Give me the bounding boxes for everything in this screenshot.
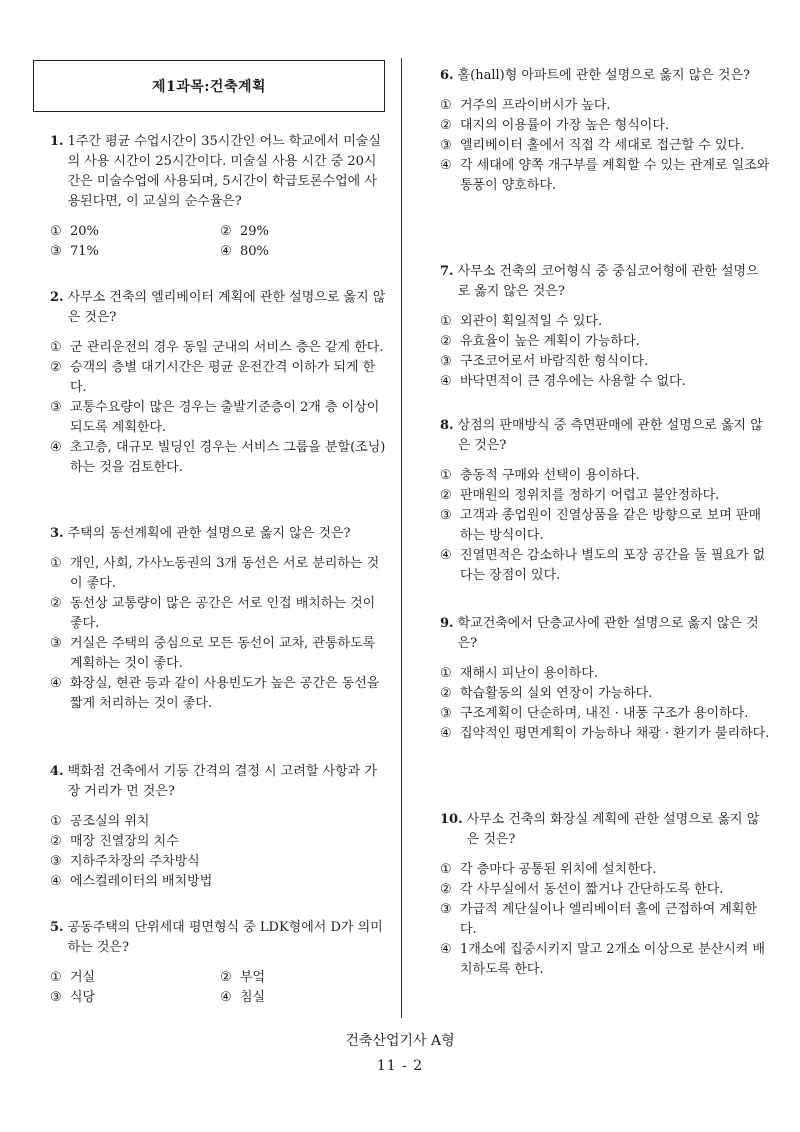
subject-title: 제1과목:건축계획: [151, 79, 267, 95]
question-text: 상점의 판매방식 중 측면판매에 관한 설명으로 옳지 않은 것은?: [457, 418, 763, 453]
option-3[interactable]: ③ 구조계획이 단순하며, 내진 · 내풍 구조가 용이하다.: [440, 706, 749, 721]
question-number: 7.: [440, 264, 454, 279]
option-3[interactable]: ③ 엘리베이터 홀에서 직접 각 세대로 접근할 수 있다.: [440, 138, 745, 153]
option-1[interactable]: ① 군 관리운전의 경우 동일 군내의 서비스 층은 같게 한다.: [50, 340, 384, 355]
option-4[interactable]: ④ 바닥면적이 큰 경우에는 사용할 수 없다.: [440, 374, 686, 389]
option-2[interactable]: ② 동선상 교통량이 많은 공간은 서로 인접 배치하는 것이 좋다.: [50, 596, 376, 631]
question-5: [50, 918, 388, 1008]
option-3[interactable]: ③ 지하주차장의 주차방식: [50, 854, 200, 869]
option-1[interactable]: ① 외관이 획일적일 수 있다.: [440, 314, 603, 329]
option-2[interactable]: ② 학습활동의 실외 연장이 가능하다.: [440, 686, 653, 701]
question-text: 사무소 건축의 코어형식 중 중심코어형에 관한 설명으로 옳지 않은 것은?: [457, 264, 759, 299]
option-2[interactable]: ② 각 사무실에서 동선이 짧거나 간단하도록 한다.: [440, 882, 724, 897]
question-number: 1.: [50, 134, 64, 149]
option-4[interactable]: ④ 침실: [220, 990, 266, 1005]
question-text: 백화점 건축에서 기둥 간격의 결정 시 고려할 사항과 가장 거리가 먼 것은?: [67, 764, 377, 799]
option-4[interactable]: ④ 1개소에 집중시키지 말고 2개소 이상으로 분산시켜 배치하도록 한다.: [440, 942, 766, 977]
option-1[interactable]: ① 충동적 구매와 선택이 용이하다.: [440, 468, 640, 483]
column-divider: [401, 58, 402, 1018]
option-4[interactable]: ④ 화장실, 현관 등과 같이 사용빈도가 높은 공간은 동선을 짧게 처리하는 것이 좋다.: [50, 676, 380, 711]
question-text: 공동주택의 단위세대 평면형식 중 LDK형에서 D가 의미하는 것은?: [67, 920, 383, 955]
footer-page-number: 11 - 2: [376, 1058, 424, 1074]
option-3[interactable]: ③ 구조코어로서 바람직한 형식이다.: [440, 354, 649, 369]
question-8: [440, 416, 770, 586]
option-3[interactable]: ③ 고객과 종업원이 진열상품을 같은 방향으로 보며 판매하는 방식이다.: [440, 508, 762, 543]
option-2[interactable]: ② 승객의 층별 대기시간은 평균 운전간격 이하가 되게 한다.: [50, 360, 376, 395]
question-text: 사무소 건축의 화장실 계획에 관한 설명으로 옳지 않은 것은?: [466, 812, 760, 847]
option-1[interactable]: ① 거주의 프라이버시가 높다.: [440, 98, 611, 113]
option-1[interactable]: ① 각 층마다 공통된 위치에 설치한다.: [440, 862, 657, 877]
option-3[interactable]: ③ 가급적 계단실이나 엘리베이터 홀에 근접하여 계획한다.: [440, 902, 757, 937]
option-1[interactable]: ① 재해시 피난이 용이하다.: [440, 666, 598, 681]
option-2[interactable]: ② 29%: [220, 224, 269, 239]
question-text: 사무소 건축의 엘리베이터 계획에 관한 설명으로 옳지 않은 것은?: [67, 290, 386, 325]
question-text: 홀(hall)형 아파트에 관한 설명으로 옳지 않은 것은?: [457, 68, 750, 83]
question-text: 주택의 동선계획에 관한 설명으로 옳지 않은 것은?: [67, 526, 351, 541]
question-number: 9.: [440, 616, 454, 631]
option-3[interactable]: ③ 거실은 주택의 중심으로 모든 동선이 교차, 관통하도록 계획하는 것이 좋다.: [50, 636, 376, 671]
option-3[interactable]: ③ 교통수요량이 많은 경우는 출발기준층이 2개 층 이상이 되도록 계획한다.: [50, 400, 380, 435]
option-1[interactable]: ① 개인, 사회, 가사노동권의 3개 동선은 서로 분리하는 것이 좋다.: [50, 556, 380, 591]
question-4: [50, 762, 388, 892]
question-number: 4.: [50, 764, 64, 779]
question-number: 10.: [440, 812, 463, 827]
option-2[interactable]: ② 부엌: [220, 970, 266, 985]
option-2[interactable]: ② 유효율이 높은 계획이 가능하다.: [440, 334, 640, 349]
question-number: 6.: [440, 68, 454, 83]
question-number: 2.: [50, 290, 64, 305]
footer-exam-title: 건축산업기사 A형: [345, 1033, 455, 1049]
option-1[interactable]: ① 공조실의 위치: [50, 814, 150, 829]
option-2[interactable]: ② 판매원의 정위치를 정하기 어렵고 불안정하다.: [440, 488, 720, 503]
question-number: 5.: [50, 920, 64, 935]
question-number: 8.: [440, 418, 454, 433]
question-10: [440, 810, 770, 980]
subject-title-box: [33, 60, 385, 112]
option-4[interactable]: ④ 진열면적은 감소하나 별도의 포장 공간을 둘 필요가 없다는 장점이 있다.: [440, 548, 766, 583]
option-1[interactable]: ① 20%: [50, 224, 99, 239]
question-number: 3.: [50, 526, 64, 541]
option-4[interactable]: ④ 80%: [220, 244, 269, 259]
question-3: [50, 524, 388, 714]
option-4[interactable]: ④ 에스컬레이터의 배치방법: [50, 874, 213, 889]
question-6: [440, 66, 770, 196]
question-7: [440, 262, 770, 392]
question-text: 1주간 평균 수업시간이 35시간인 어느 학교에서 미술실의 사용 시간이 25시간이다. 미술실 사용 시간 중 20시간은 미술수업에 사용되며, 5시간이 학급토론수업에 사용된다면, 이 교실의 순수율은?: [67, 134, 381, 209]
option-2[interactable]: ② 매장 진열장의 치수: [50, 834, 179, 849]
question-text: 학교건축에서 단층교사에 관한 설명으로 옳지 않은 것은?: [457, 616, 759, 651]
question-9: [440, 614, 770, 744]
option-4[interactable]: ④ 각 세대에 양쪽 개구부를 계획할 수 있는 관계로 일조와 통풍이 양호하다.: [440, 158, 770, 193]
question-2: [50, 288, 388, 478]
option-3[interactable]: ③ 식당: [50, 990, 96, 1005]
option-2[interactable]: ② 대지의 이용률이 가장 높은 형식이다.: [440, 118, 670, 133]
option-3[interactable]: ③ 71%: [50, 244, 99, 259]
question-1: [50, 132, 388, 262]
option-4[interactable]: ④ 집약적인 평면계획이 가능하나 채광 · 환기가 불리하다.: [440, 726, 770, 741]
option-1[interactable]: ① 거실: [50, 970, 96, 985]
option-4[interactable]: ④ 초고층, 대규모 빌딩인 경우는 서비스 그룹을 분할(조닝)하는 것을 검토한다.: [50, 440, 386, 475]
